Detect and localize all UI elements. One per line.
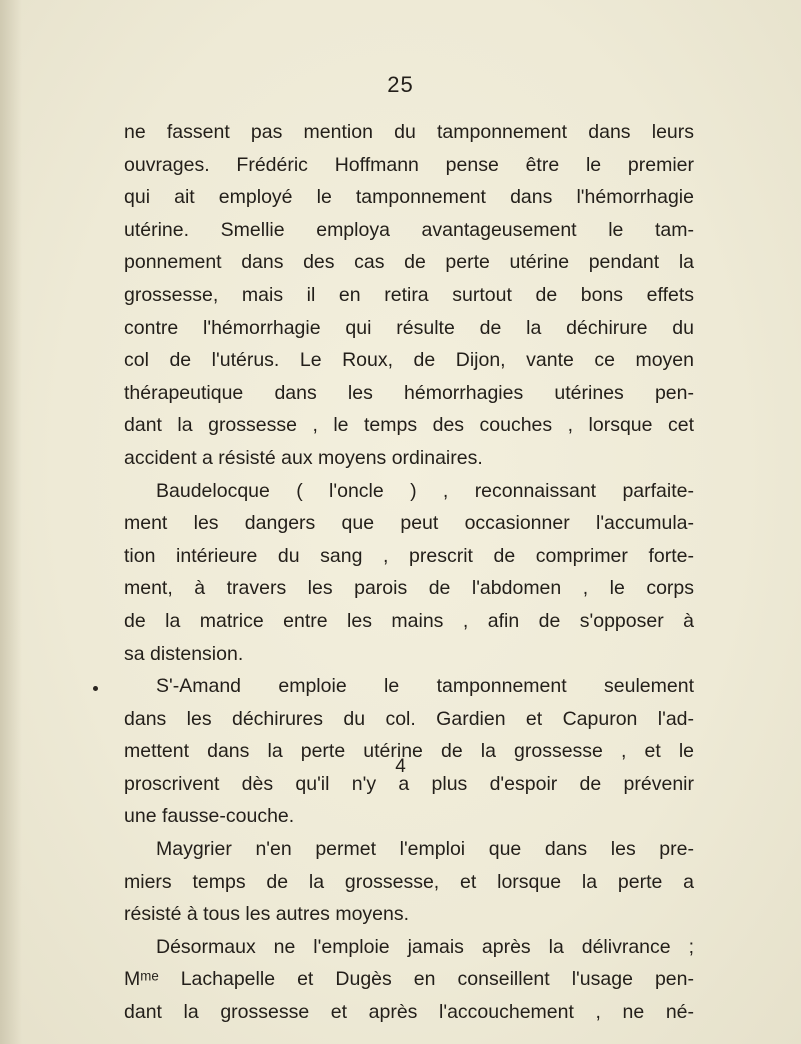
text-line: col de l'utérus. Le Roux, de Dijon, vante ce moyen [124,349,694,372]
text-line: ne fassent pas mention du tamponnement dans leurs [124,121,694,143]
text-line: ponnement dans des cas de perte utérine pendant la [124,251,694,274]
text-line: dans les déchirures du col. Gardien et Capuron l'ad- [124,707,694,730]
text-line: accident a résisté aux moyens ordinaires. [124,446,483,469]
text-line: S'-Amand emploie le tamponnement seulement [156,675,694,698]
text-line: de la matrice entre les mains , afin de s'opposer à [124,609,694,632]
text-line: sa distension. [124,642,244,665]
text-line: résisté à tous les autres moyens. [124,903,410,926]
margin-ink-dot [93,686,98,691]
text-line: Désormaux ne l'emploie jamais après la délivrance ; [156,935,694,958]
text-line: contre l'hémorrhagie qui résulte de la déchirure du [124,316,694,339]
text-line: proscrivent dès qu'il n'y a plus d'espoir de prévenir [124,772,694,795]
text-line: grossesse, mais il en retira surtout de bons effets [124,283,694,306]
text-line: tion intérieure du sang , prescrit de comprimer forte- [124,544,694,567]
signature-mark: 4 [395,756,406,777]
text-line: miers temps de la grossesse, et lorsque la perte a [124,870,694,893]
text-line: ouvrages. Frédéric Hoffmann pense être le premier [124,153,694,176]
binding-shadow [0,0,22,1044]
text-line: qui ait employé le tamponnement dans l'hémorrhagie [124,186,694,209]
body-text [124,116,694,1029]
text-line: ment les dangers que peut occasionner l'accumula- [124,512,694,535]
page-number: 25 [387,72,414,97]
text-line: Baudelocque ( l'oncle ) , reconnaissant parfaite- [156,479,694,502]
text-line: Maygrier n'en permet l'emploi que dans les pre- [156,838,694,861]
text-line: une fausse-couche. [124,805,295,828]
text-line: dant la grossesse et après l'accouchement , ne né- [124,1001,694,1024]
text-line: mettent dans la perte utérine de la grossesse , et le [124,740,694,763]
text-line: dant la grossesse , le temps des couches , lorsque cet [124,414,694,437]
text-line: thérapeutique dans les hémorrhagies utérines pen- [124,381,694,404]
text-line: ment, à travers les parois de l'abdomen , le corps [124,577,694,600]
text-line: Mᵐᵉ Lachapelle et Dugès en conseillent l'usage pen- [124,968,694,991]
text-line: utérine. Smellie employa avantageusement le tam- [124,218,694,241]
